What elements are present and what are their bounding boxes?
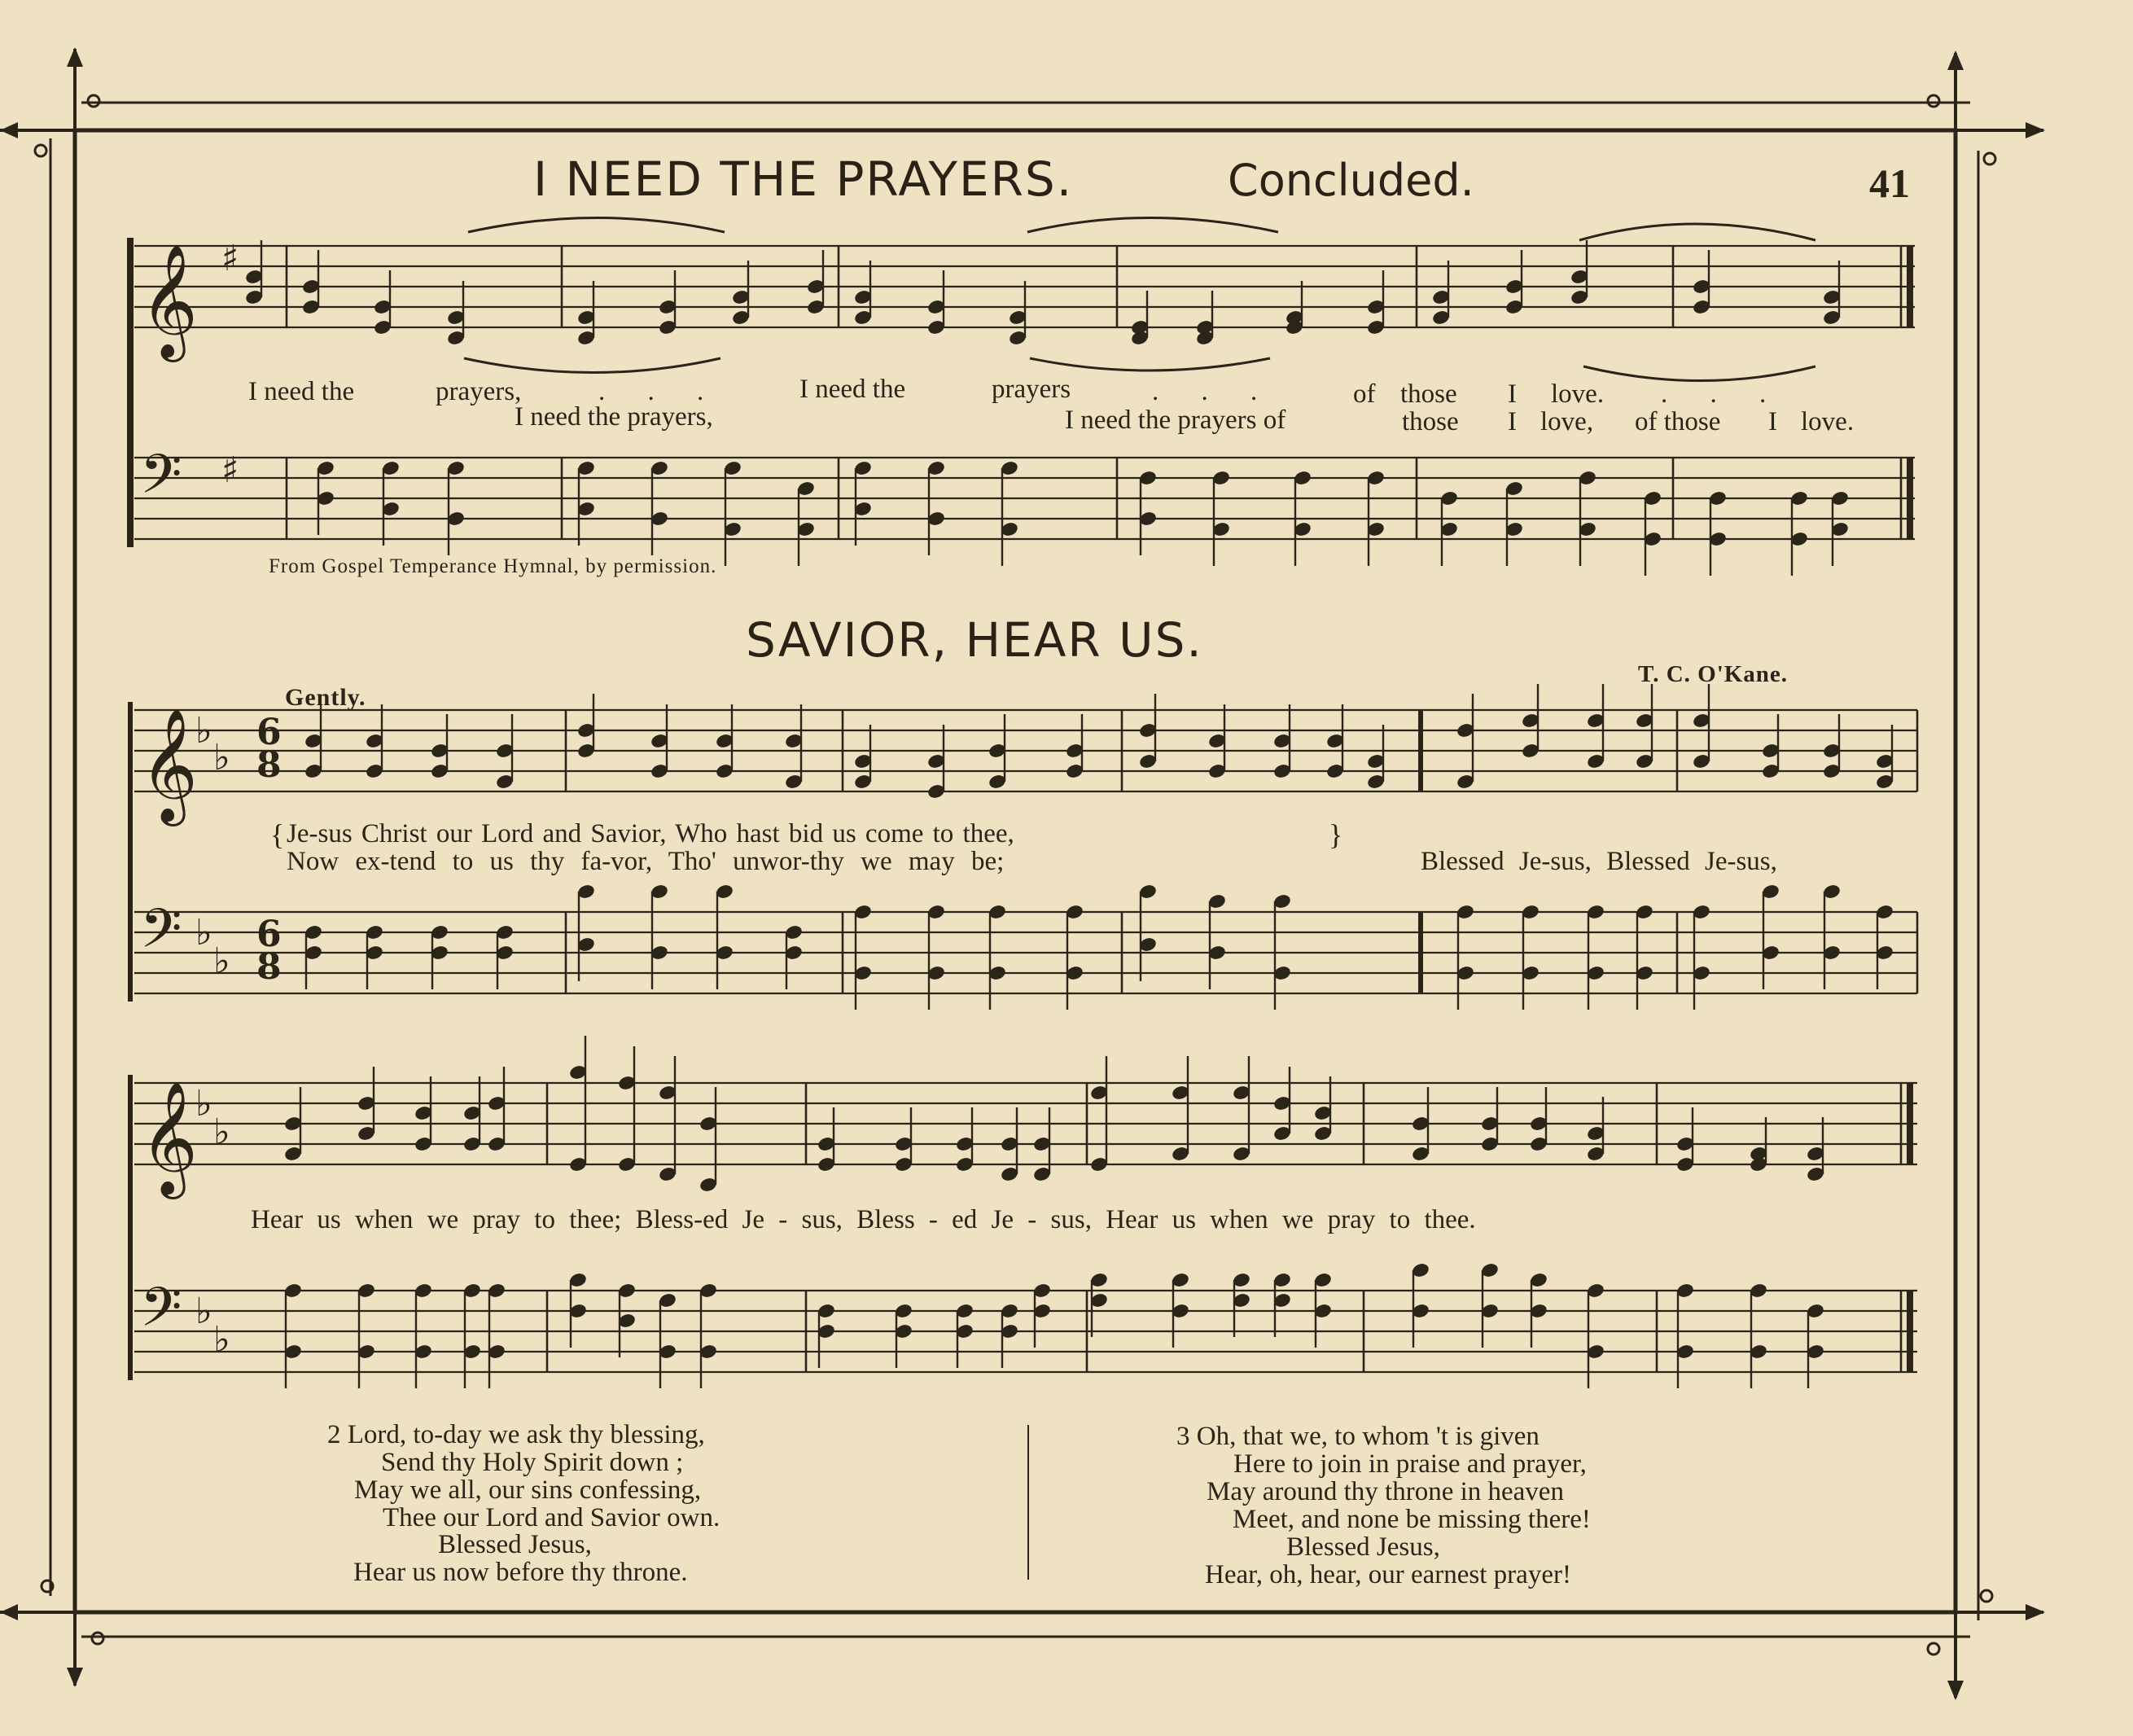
svg-text:♭: ♭ bbox=[195, 1083, 212, 1124]
lyric: prayers, bbox=[436, 377, 522, 406]
lyric: I need the bbox=[248, 377, 355, 406]
verse2-line: Send thy Holy Spirit down ; bbox=[381, 1448, 684, 1477]
verse3-line: May around thy throne in heaven bbox=[1207, 1477, 1564, 1506]
lyric: love. bbox=[1551, 379, 1605, 409]
verse2-line: Blessed Jesus, bbox=[438, 1530, 592, 1559]
svg-text:♭: ♭ bbox=[195, 1291, 212, 1332]
lyric: prayers bbox=[992, 375, 1071, 404]
svg-text:♭: ♭ bbox=[195, 710, 212, 752]
song2-title: SAVIOR, HEAR US. bbox=[746, 612, 1203, 668]
lyric: of bbox=[1353, 379, 1376, 409]
lyric: I need the bbox=[799, 375, 906, 404]
time-signature: 6 8 bbox=[256, 914, 282, 988]
verse2-line: Hear us now before thy throne. bbox=[353, 1558, 688, 1587]
svg-text:♭: ♭ bbox=[213, 1319, 230, 1361]
svg-text:♭: ♭ bbox=[213, 1111, 230, 1153]
svg-text:♯: ♯ bbox=[221, 449, 239, 491]
verse3-line: 3 Oh, that we, to whom 't is given bbox=[1176, 1422, 1540, 1451]
svg-text:♭: ♭ bbox=[195, 912, 212, 953]
svg-text:♭: ♭ bbox=[213, 940, 230, 982]
brace-close: } bbox=[1329, 818, 1343, 851]
treble-clef-icon: 𝄞 bbox=[140, 244, 198, 357]
lyric: . . . bbox=[598, 377, 722, 406]
verse1-line2: Now ex-tend to us thy fa-vor, Tho' unwor-thy we may be; bbox=[287, 847, 1005, 876]
song1-title-suffix: Concluded. bbox=[1228, 155, 1474, 206]
verse2-line: May we all, our sins confessing, bbox=[354, 1475, 702, 1505]
lyric: . . . bbox=[1152, 377, 1276, 406]
lyric: of those bbox=[1635, 407, 1721, 436]
page-number: 41 bbox=[1869, 160, 1910, 206]
lyric: those bbox=[1402, 407, 1459, 436]
lyric: I bbox=[1508, 407, 1517, 436]
refrain-line: Hear us when we pray to thee; Bless-ed Je - sus, Bless - ed Je - sus, Hear us when we pray to thee. bbox=[251, 1205, 1476, 1234]
svg-text:♯: ♯ bbox=[221, 238, 239, 279]
verse2-line: Thee our Lord and Savior own. bbox=[383, 1503, 720, 1532]
verse1-line1: Je-sus Christ our Lord and Savior, Who hast bid us come to thee, bbox=[287, 819, 1014, 848]
lyric: love. bbox=[1801, 407, 1855, 436]
bass-clef-icon: 𝄢 bbox=[140, 1276, 182, 1352]
bass-clef-icon: 𝄢 bbox=[140, 897, 182, 973]
treble-clef-icon: 𝄞 bbox=[140, 1081, 198, 1195]
lyric: I bbox=[1508, 379, 1517, 409]
time-signature: 6 8 bbox=[256, 712, 282, 786]
lyric: love, bbox=[1540, 407, 1594, 436]
bass-clef-icon: 𝄢 bbox=[140, 443, 182, 519]
lyric: . . . bbox=[1661, 379, 1785, 409]
treble-clef-icon: 𝄞 bbox=[140, 708, 198, 822]
verse2-line: 2 Lord, to-day we ask thy blessing, bbox=[327, 1420, 705, 1449]
verse3-line: Blessed Jesus, bbox=[1286, 1532, 1440, 1562]
song1-title: I NEED THE PRAYERS. bbox=[533, 151, 1074, 207]
lyric: I need the prayers, bbox=[515, 402, 713, 432]
composer-credit: T. C. O'Kane. bbox=[1638, 661, 1789, 687]
lyric: those bbox=[1400, 379, 1457, 409]
verse3-line: Hear, oh, hear, our earnest prayer! bbox=[1205, 1560, 1571, 1589]
verse3-line: Meet, and none be missing there! bbox=[1233, 1505, 1591, 1534]
permission-credit: From Gospel Temperance Hymnal, by permission. bbox=[269, 555, 717, 577]
refrain-start: Blessed Je-sus, Blessed Je-sus, bbox=[1421, 847, 1777, 876]
brace-open: { bbox=[270, 818, 285, 851]
lyric: I need the prayers of bbox=[1065, 406, 1286, 435]
verse3-line: Here to join in praise and prayer, bbox=[1233, 1449, 1587, 1479]
tempo-marking: Gently. bbox=[285, 684, 366, 711]
svg-text:♭: ♭ bbox=[213, 737, 230, 778]
lyric: I bbox=[1768, 407, 1777, 436]
